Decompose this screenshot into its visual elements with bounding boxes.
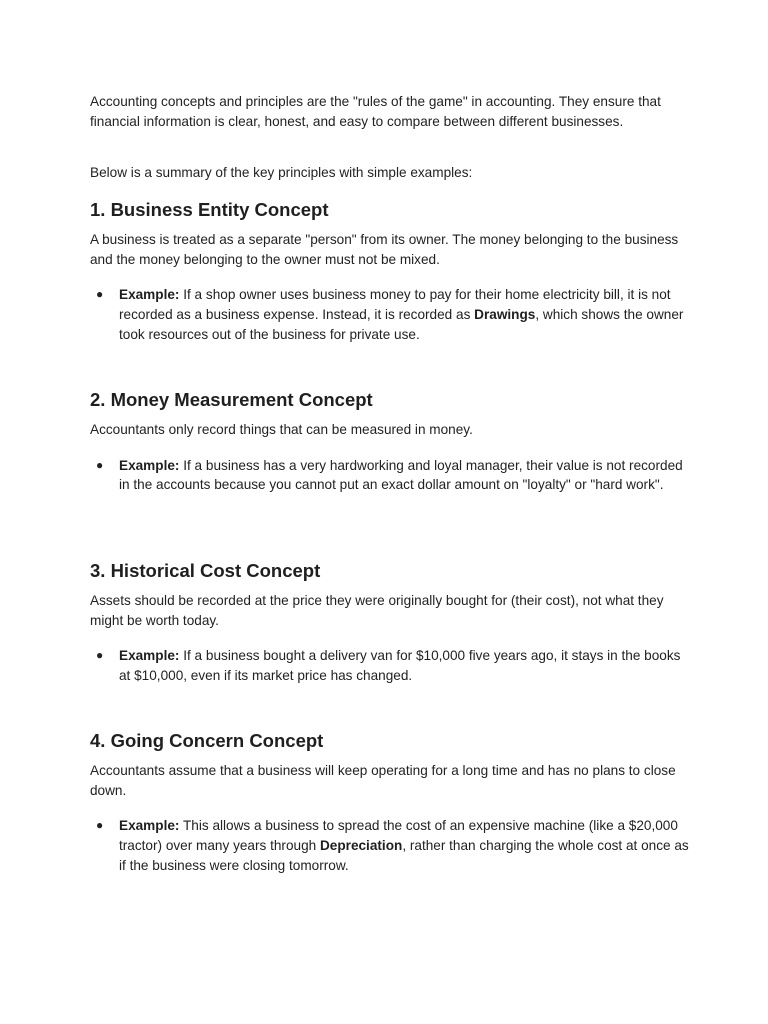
section-money-measurement xyxy=(90,389,690,495)
example-text: This allows a business to spread the cost of an expensive machine (like a $20,000 tractor) over many years through xyxy=(119,818,678,853)
example-list xyxy=(90,816,690,875)
intro-paragraph: Accounting concepts and principles are the "rules of the game" in accounting. They ensure that financial information is clear, honest, and easy to compare between different businesses. xyxy=(90,94,661,129)
section-heading: 1. Business Entity Concept xyxy=(90,199,329,220)
bullet-icon: ● xyxy=(96,648,104,662)
bullet-icon: ● xyxy=(96,818,104,832)
example-label: Example: xyxy=(119,287,180,302)
section-description: Accountants only record things that can be measured in money. xyxy=(90,422,473,437)
example-text: If a shop owner uses business money to pay for their home electricity bill, it is not recorded as a business expense. Instead, it is recorded as xyxy=(119,287,671,322)
example-list xyxy=(90,456,690,496)
section-business-entity xyxy=(90,199,690,344)
section-heading: 2. Money Measurement Concept xyxy=(90,389,373,410)
example-item xyxy=(90,456,690,496)
example-text: If a business bought a delivery van for $10,000 five years ago, it stays in the books at $10,000, even if its market price has changed. xyxy=(119,648,681,683)
example-list xyxy=(90,646,690,686)
example-text: , which shows the owner took resources out of the business for private use. xyxy=(119,306,684,342)
section-description: A business is treated as a separate "person" from its owner. The money belonging to the business and the money belonging to the owner must not be mixed. xyxy=(90,232,679,267)
example-label: Example: xyxy=(119,457,180,473)
section-historical-cost xyxy=(90,560,690,686)
example-item xyxy=(90,816,690,875)
section-heading: 4. Going Concern Concept xyxy=(90,730,324,751)
example-list xyxy=(90,285,690,344)
example-item xyxy=(90,285,690,344)
section-going-concern xyxy=(90,730,690,875)
example-bold-term: Drawings xyxy=(474,306,536,322)
example-item xyxy=(90,646,690,686)
section-description: Accountants assume that a business will keep operating for a long time and has no plans to close down. xyxy=(90,763,676,798)
section-heading: 3. Historical Cost Concept xyxy=(90,560,321,581)
example-bold-term: Depreciation xyxy=(319,837,403,853)
example-label: Example: xyxy=(119,818,180,833)
intro-summary-line: Below is a summary of the key principles with simple examples: xyxy=(90,165,473,180)
bullet-icon: ● xyxy=(96,287,104,301)
example-text: If a business has a very hardworking and loyal manager, their value is not recorded in the accounts because you cannot put an exact dollar amount on "loyalty" or "hard work". xyxy=(119,457,683,493)
section-description: Assets should be recorded at the price they were originally bought for (their cost), not what they might be worth today. xyxy=(90,593,664,628)
example-label: Example: xyxy=(119,648,180,663)
bullet-icon: ● xyxy=(96,457,104,472)
example-text: , rather than charging the whole cost at once as if the business were closing tomorrow. xyxy=(119,837,689,873)
